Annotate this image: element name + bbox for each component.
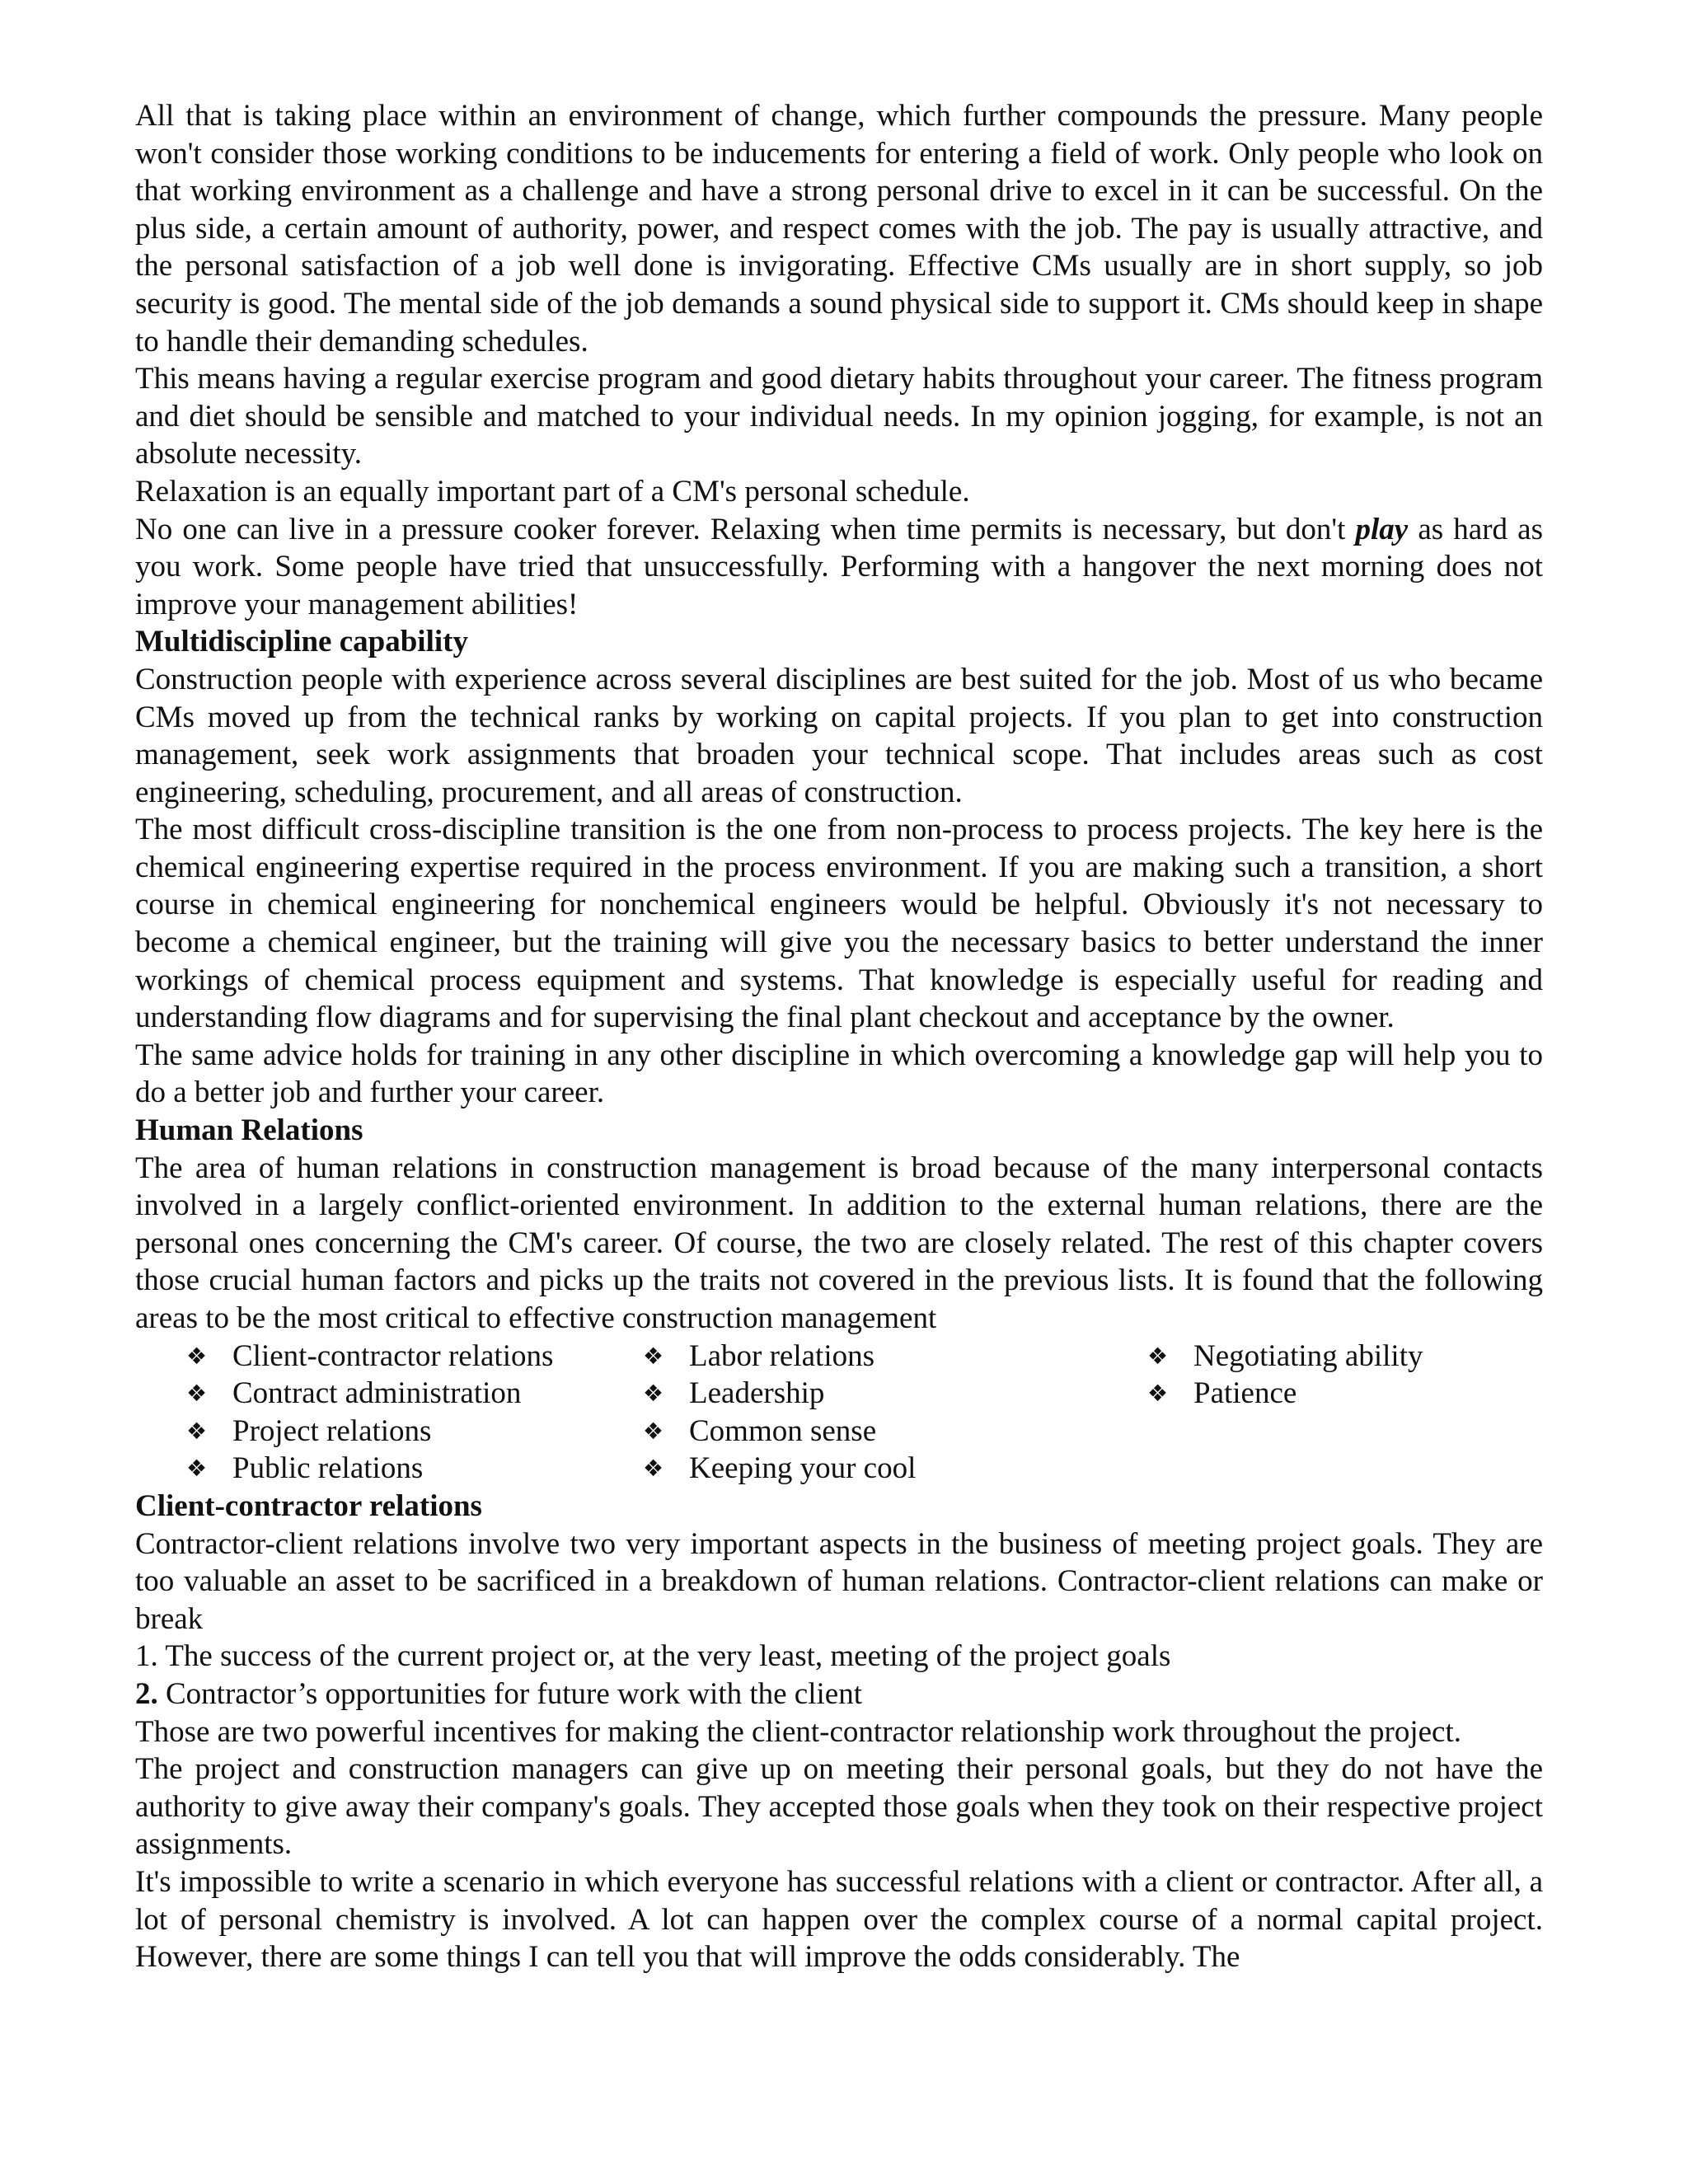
- bullet-column-3: [1144, 1338, 1543, 1488]
- bullet-item: [1144, 1338, 1543, 1376]
- bullet-item-label: Labor relations: [689, 1338, 874, 1373]
- diamond-bullet-icon: ❖: [643, 1417, 664, 1445]
- paragraph-construction-experience: Construction people with experience across several disciplines are best suited for the job. Most of us who became CMs moved up from the technical ranks by working on capital projects. If you plan to get into construction management, seek work assignments that broaden your technical scope. That includes areas such as cost engineering, scheduling, procurement, and all areas of construction.: [135, 662, 1543, 809]
- diamond-bullet-icon: ❖: [1147, 1380, 1169, 1408]
- bullet-item: [640, 1375, 1144, 1413]
- numbered-item-2: [135, 1675, 1543, 1713]
- critical-areas-list: [135, 1338, 1543, 1488]
- diamond-bullet-icon: ❖: [1147, 1342, 1169, 1370]
- heading-multidiscipline-capability: Multidiscipline capability: [135, 625, 468, 659]
- bullet-column-1: [135, 1338, 640, 1488]
- paragraph-incentives: Those are two powerful incentives for making the client-contractor relationship work throughout the project.: [135, 1714, 1461, 1749]
- bullet-item: [1144, 1375, 1543, 1413]
- paragraph-human-relations: The area of human relations in construction management is broad because of the many interpersonal contacts involved in a largely conflict-oriented environment. In addition to the external human relations, there are the personal ones concerning the CM's career. Of course, the two are closely related. The rest of this chapter covers those crucial human factors and picks up the traits not covered in the previous lists. It is found that the following areas to be the most critical to effective construction management: [135, 1151, 1543, 1335]
- bullet-item-label: Project relations: [232, 1413, 432, 1448]
- bullet-column-2: [640, 1338, 1144, 1488]
- bullet-item-label: Negotiating ability: [1193, 1338, 1423, 1373]
- diamond-bullet-icon: ❖: [643, 1342, 664, 1370]
- paragraph-pressure-cooker-end: as hard as you work. Some people have tried that unsuccessfully. Performing with a hangover the next morning does not improve your management abilities!: [135, 512, 1543, 621]
- paragraph-personal-chemistry: It's impossible to write a scenario in which everyone has successful relations with a client or contractor. After all, a lot of personal chemistry is involved. A lot can happen over the complex course of a normal capital project. However, there are some things I can tell you that will improve the odds considerably. The: [135, 1864, 1543, 1975]
- bullet-item-label: Leadership: [689, 1376, 825, 1411]
- bullet-item: [640, 1338, 1144, 1376]
- diamond-bullet-icon: ❖: [186, 1417, 208, 1445]
- bullet-item: [135, 1450, 640, 1488]
- bullet-item-label: Keeping your cool: [689, 1451, 917, 1486]
- bullet-item: [640, 1450, 1144, 1488]
- numbered-item-1: 1. The success of the current project or, at the very least, meeting of the project goals: [135, 1639, 1171, 1674]
- paragraph-cross-discipline: The most difficult cross-discipline transition is the one from non-process to process projects. The key here is the chemical engineering expertise required in the process environment. If you are making such a transition, a short course in chemical engineering for nonchemical engineers would be helpful. Obviously it's not necessary to become a chemical engineer, but the training will give you the necessary basics to better understand the inner workings of chemical process equipment and systems. That knowledge is especially useful for reading and understanding flow diagrams and for supervising the final plant checkout and acceptance by the owner.: [135, 813, 1543, 1035]
- diamond-bullet-icon: ❖: [186, 1455, 208, 1483]
- bullet-item-label: Patience: [1193, 1376, 1297, 1411]
- paragraph-contractor-client: Contractor-client relations involve two very important aspects in the business of meeting project goals. They are too valuable an asset to be sacrificed in a breakdown of human relations. Contractor-client relations can make or break: [135, 1526, 1543, 1636]
- bullet-item-label: Common sense: [689, 1413, 877, 1448]
- bullet-item-label: Public relations: [232, 1451, 424, 1486]
- document-page: [135, 97, 1543, 1976]
- numbered-item-2-text: Contractor’s opportunities for future work with the client: [157, 1676, 862, 1711]
- numbered-item-2-number: 2.: [135, 1676, 158, 1711]
- paragraph-company-goals: The project and construction managers can give up on meeting their personal goals, but they do not have the authority to give away their company's goals. They accepted those goals when they took on their respective project assignments.: [135, 1752, 1543, 1862]
- paragraph-same-advice: The same advice holds for training in any other discipline in which overcoming a knowledge gap will help you to do a better job and further your career.: [135, 1038, 1543, 1110]
- paragraph-pressure-cooker-start: No one can live in a pressure cooker forever. Relaxing when time permits is necessary, but don't: [135, 512, 1356, 546]
- paragraph-work-environment: All that is taking place within an environment of change, which further compounds the pressure. Many people won't consider those working conditions to be inducements for entering a field of work. Only people who look on that working environment as a challenge and have a strong personal drive to excel in it can be successful. On the plus side, a certain amount of authority, power, and respect comes with the job. The pay is usually attractive, and the personal satisfaction of a job well done is invigorating. Effective CMs usually are in short supply, so job security is good. The mental side of the job demands a sound physical side to support it. CMs should keep in shape to handle their demanding schedules.: [135, 99, 1543, 359]
- diamond-bullet-icon: ❖: [186, 1380, 208, 1408]
- bullet-item: [640, 1413, 1144, 1451]
- paragraph-relaxation: Relaxation is an equally important part of a CM's personal schedule.: [135, 474, 970, 509]
- diamond-bullet-icon: ❖: [186, 1342, 208, 1370]
- heading-client-contractor-relations: Client-contractor relations: [135, 1488, 482, 1523]
- bullet-item-label: Client-contractor relations: [232, 1338, 554, 1373]
- paragraph-pressure-cooker: [135, 511, 1543, 624]
- bullet-item: [135, 1413, 640, 1451]
- diamond-bullet-icon: ❖: [643, 1380, 664, 1408]
- heading-human-relations: Human Relations: [135, 1113, 363, 1148]
- bullet-item: [135, 1338, 640, 1376]
- bullet-item: [135, 1375, 640, 1413]
- bullet-item-label: Contract administration: [232, 1376, 522, 1411]
- paragraph-exercise: This means having a regular exercise program and good dietary habits throughout your career. The fitness program and diet should be sensible and matched to your individual needs. In my opinion jogging, for example, is not an absolute necessity.: [135, 362, 1543, 471]
- emphasis-play: play: [1355, 512, 1409, 546]
- diamond-bullet-icon: ❖: [643, 1455, 664, 1483]
